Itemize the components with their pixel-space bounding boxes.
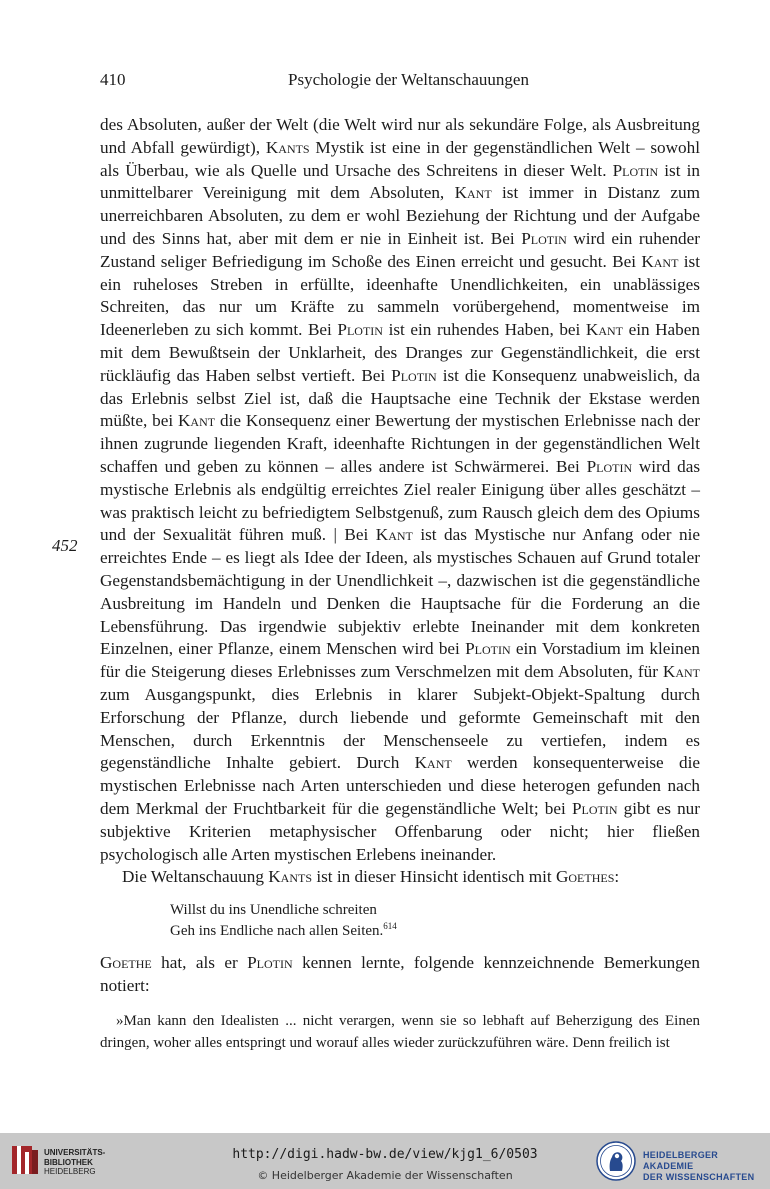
paragraph bbox=[100, 952, 700, 998]
name-kant: Kant bbox=[662, 662, 700, 682]
name-kant: Kant bbox=[585, 320, 623, 340]
name-plotin: Plotin bbox=[337, 320, 383, 340]
academy-name-line: HEIDELBERGER AKADEMIE bbox=[643, 1150, 719, 1171]
margin-page-reference: 452 bbox=[52, 536, 78, 555]
text-run: ist das Mystische nur Anfang oder nie erreichtes Ende – es liegt als Idee der Ideen, als mystisches Schauen auf Grund totaler Gegenstandsbemächtigung in der Unendlichkeit –, dazwischen ist die gegenständliche Ausbreitung im Handeln und Denken die Hauptsache für die Forderung an die Lebensführung. Das irgendwie subjektiv erlebte Ineinander mit dem konkreten Einzelnen, einer Pflanze, einem Menschen wird bei bbox=[100, 525, 700, 659]
name-kants: Kants bbox=[265, 137, 310, 157]
name-plotin: Plotin bbox=[521, 228, 567, 248]
name-kants: Kants bbox=[268, 867, 313, 887]
name-plotin: Plotin bbox=[465, 639, 511, 659]
library-name-line: BIBLIOTHEK bbox=[44, 1157, 93, 1167]
verse-line: Geh ins Endliche nach allen Seiten. bbox=[170, 923, 384, 940]
academy-seal-icon bbox=[596, 1141, 636, 1181]
name-kant: Kant bbox=[641, 251, 679, 271]
permalink-url[interactable]: http://digi.hadw-bw.de/view/kjg1_6/0503 bbox=[232, 1147, 538, 1162]
text-run: werden konsequenterweise die mystischen Erlebnisse nach Arten unterschieden und diese heterogen gefunden nach dem Merkmal der Fruchtbarkeit für die gegenständliche Welt; bei bbox=[100, 753, 700, 818]
main-text bbox=[100, 114, 700, 1054]
verse-line: Willst du ins Unendliche schreiten bbox=[170, 902, 377, 919]
running-header bbox=[100, 70, 700, 94]
text-run: : bbox=[614, 867, 620, 887]
text-run: Mystik ist eine in der gegenständlichen Welt – sowohl als Überbau, wie als Quelle und Ursache des Schreitens in dieser Welt. bbox=[100, 137, 700, 180]
library-name-line: UNIVERSITÄTS- bbox=[44, 1148, 106, 1157]
footnote-marker: 614 bbox=[383, 921, 397, 932]
name-goethe: Goethe bbox=[100, 953, 152, 973]
verse-line-with-footnote bbox=[170, 921, 700, 942]
name-plotin: Plotin bbox=[586, 456, 633, 476]
text-run: ist ein ruhendes Haben, bei bbox=[382, 320, 586, 340]
text-run: des Absoluten, außer der Welt (die Welt wird nur als sekundäre Folge, als Ausbreitung und Abfall gewürdigt), bbox=[100, 115, 700, 157]
text-run: hat, als er bbox=[151, 953, 248, 973]
academy-name-line: DER WISSENSCHAFTEN bbox=[643, 1172, 755, 1182]
text-run: ist in dieser Hinsicht identisch mit bbox=[312, 867, 556, 887]
name-kant: Kant bbox=[375, 525, 413, 545]
running-title: Psychologie der Weltanschauungen bbox=[288, 70, 529, 89]
name-kant: Kant bbox=[414, 753, 452, 773]
text-run: ist in unmittelbarer Vereinigung mit dem Absoluten, bbox=[100, 160, 700, 203]
text-run: ist immer in Distanz zum unerreichbaren Absoluten, zu dem er wohl Beziehung der Richtung und der Aufgabe und des Sinns hat, aber mit dem er nie in Einheit ist. Bei bbox=[100, 183, 700, 248]
text-run: ein Haben mit dem Bewußtsein der Unklarheit, des Dranges zur Gegenständlichkeit, die erst rückläufig das Haben selbst vertieft. Bei bbox=[100, 320, 701, 385]
paragraph bbox=[100, 866, 700, 889]
quote-text: »Man kann den Idealisten ... nicht verargen, wenn sie so lebhaft auf Beherzigung des Einen dringen, woher alles entspringt und worauf alles wieder zurückzuführen wäre. Denn freilich ist bbox=[100, 1012, 700, 1051]
text-run: ist ein ruheloses Streben in erfüllte, ideenhafte Unendlichkeiten, ein unablässiges Schreiten, das nur um Kräfte zu sammeln vorübergehend, momentweise im Ideenerleben zu sich kommt. Bei bbox=[100, 251, 700, 340]
name-plotin: Plotin bbox=[247, 953, 293, 973]
text-run: wird das mystische Erlebnis als endgültig erreichtes Ziel realer Einigung über alles geschätzt – was praktisch leicht zu befriedigtem Selbstgenuß, zum Rausch gleich dem des Opiums und der Sexualität führen muß. | Bei bbox=[100, 456, 701, 545]
footer-bar bbox=[0, 1133, 770, 1189]
page-number: 410 bbox=[100, 70, 126, 89]
text-run: ein Vorstadium im kleinen für die Steigerung dieses Erlebnisses zum Verschmelzen mit dem Absoluten, für bbox=[100, 639, 700, 682]
name-kant: Kant bbox=[454, 183, 492, 203]
paragraph bbox=[100, 114, 700, 866]
block-quote bbox=[100, 1010, 700, 1054]
academy-name bbox=[643, 1150, 770, 1183]
library-name-line: HEIDELBERG bbox=[44, 1167, 96, 1176]
text-run: gibt es nur subjektive Kriterien metaphysischer Offenbarung oder nicht; hier fließen psychologisch alle Arten mystischen Erlebens ineinander. bbox=[100, 798, 700, 864]
text-run: zum Ausgangspunkt, dies Erlebnis in klarer Subjekt-Objekt-Spaltung durch Erforschung der Pflanze, durch liebende und geformte Gemeinschaft mit den Menschen, durch Erkenntnis der Menschenseele zu vertiefen, indem es gegenständliche Inhalte gebiert. Durch bbox=[100, 684, 700, 773]
copyright-notice: © Heidelberger Akademie der Wissenschaften bbox=[257, 1169, 513, 1182]
verse-quotation bbox=[170, 900, 700, 942]
text-run: kennen lernte, folgende kennzeichnende Bemerkungen notiert: bbox=[100, 953, 700, 995]
text-run: ist die Konsequenz unabweislich, da das Erlebnis selbst Ziel ist, daß die Hauptsache eine Technik der Ekstase werden müßte, bei bbox=[100, 365, 700, 431]
name-plotin: Plotin bbox=[571, 798, 618, 818]
name-plotin: Plotin bbox=[391, 365, 437, 385]
name-plotin: Plotin bbox=[612, 160, 659, 180]
text-run: Die Weltanschauung bbox=[122, 867, 269, 887]
name-goethes: Goethes bbox=[555, 867, 615, 887]
text-run: wird ein ruhender Zustand seliger Befriedigung im Schoße des Einen erreicht und gesucht. Bei bbox=[100, 228, 700, 271]
name-kant: Kant bbox=[178, 411, 216, 431]
text-run: die Konsequenz einer Bewertung der mystischen Erlebnisse nach der ihnen zugrunde liegenden Kraft, ideenhafte Richtungen in der gegenständlichen Welt schaffen und geben zu können – alles andere ist Schwärmerei. Bei bbox=[100, 411, 700, 476]
